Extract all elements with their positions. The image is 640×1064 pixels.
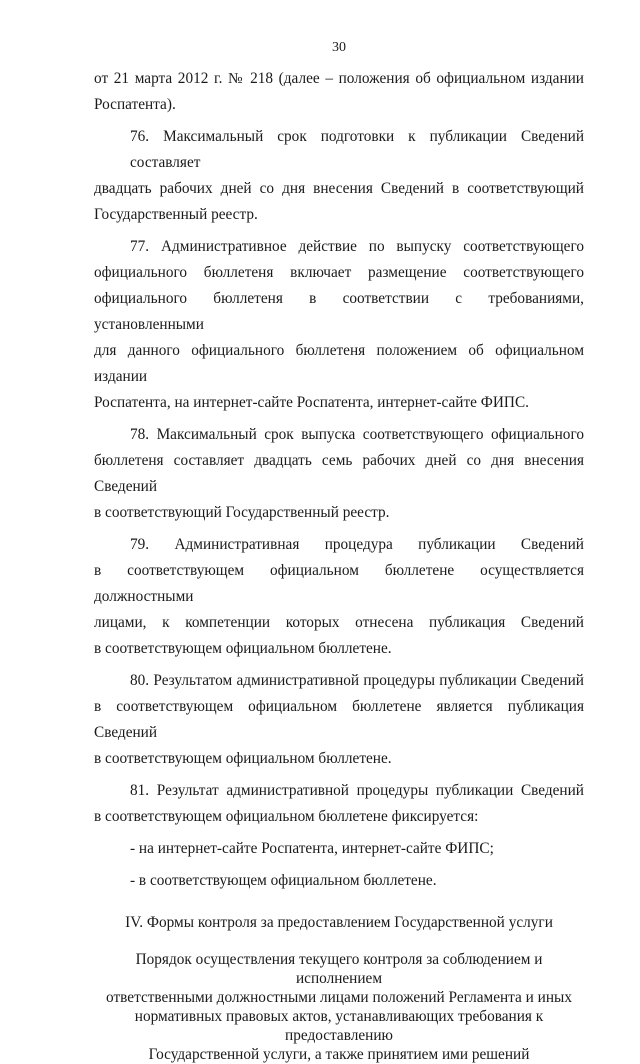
section-title: IV. Формы контроля за предоставлением Государственной услуги — [125, 914, 553, 931]
text-line: лицами, к компетенции которых отнесена публикация Сведений — [94, 614, 584, 631]
text-line: в соответствующем официальном бюллетене является публикация Сведений — [94, 698, 584, 741]
section-subtitle — [94, 950, 584, 1064]
paragraph-79 — [94, 532, 584, 662]
subtitle-line: Государственной услуги, а также принятием ими решений — [148, 1046, 530, 1063]
text-line: в соответствующий Государственный реестр. — [94, 504, 390, 521]
text-line: официального бюллетеня включает размещение соответствующего — [94, 264, 584, 281]
page-number: 30 — [332, 40, 346, 55]
text-line: Роспатента, на интернет-сайте Роспатента, интернет-сайте ФИПС. — [94, 394, 529, 411]
paragraph-81 — [94, 778, 584, 830]
text-line: в соответствующем официальном бюллетене. — [94, 750, 392, 767]
text-line: Государственный реестр. — [94, 206, 258, 223]
text-line: в соответствующем официальном бюллетене. — [94, 640, 392, 657]
text-line: 77. Административное действие по выпуску соответствующего — [130, 238, 584, 255]
subtitle-line: нормативных правовых актов, устанавливающих требования к предоставлению — [134, 1008, 544, 1044]
list-item: - в соответствующем официальном бюллетене. — [130, 872, 437, 889]
text-line: 81. Результат административной процедуры публикации Сведений — [130, 782, 584, 799]
paragraph-77 — [94, 234, 584, 416]
text-line: от 21 марта 2012 г. № 218 (далее – положения об официальном издании — [94, 70, 584, 87]
text-line: в соответствующем официальном бюллетене осуществляется должностными — [94, 562, 584, 605]
paragraph-80 — [94, 668, 584, 772]
text-line: Роспатента). — [94, 96, 176, 113]
list-item: - на интернет-сайте Роспатента, интернет-сайте ФИПС; — [130, 840, 494, 857]
text-line: 80. Результатом административной процедуры публикации Сведений — [130, 672, 584, 689]
text-line: 79. Административная процедура публикации Сведений — [130, 536, 584, 553]
subtitle-line: ответственными должностными лицами положений Регламента и иных — [106, 989, 572, 1006]
subtitle-line: Порядок осуществления текущего контроля за соблюдением и исполнением — [135, 951, 543, 987]
text-line: бюллетеня составляет двадцать семь рабочих дней со дня внесения Сведений — [94, 452, 584, 495]
text-line: 78. Максимальный срок выпуска соответствующего официального — [130, 426, 584, 443]
text-line: 76. Максимальный срок подготовки к публикации Сведений составляет — [130, 128, 584, 171]
text-line: двадцать рабочих дней со дня внесения Сведений в соответствующий — [94, 180, 584, 197]
paragraph-76 — [94, 124, 584, 228]
text-line: в соответствующем официальном бюллетене фиксируется: — [94, 808, 479, 825]
text-line: официального бюллетеня в соответствии с требованиями, установленными — [94, 290, 584, 333]
text-line: для данного официального бюллетеня положением об официальном издании — [94, 342, 584, 385]
paragraph-continuation — [94, 66, 584, 118]
paragraph-78 — [94, 422, 584, 526]
